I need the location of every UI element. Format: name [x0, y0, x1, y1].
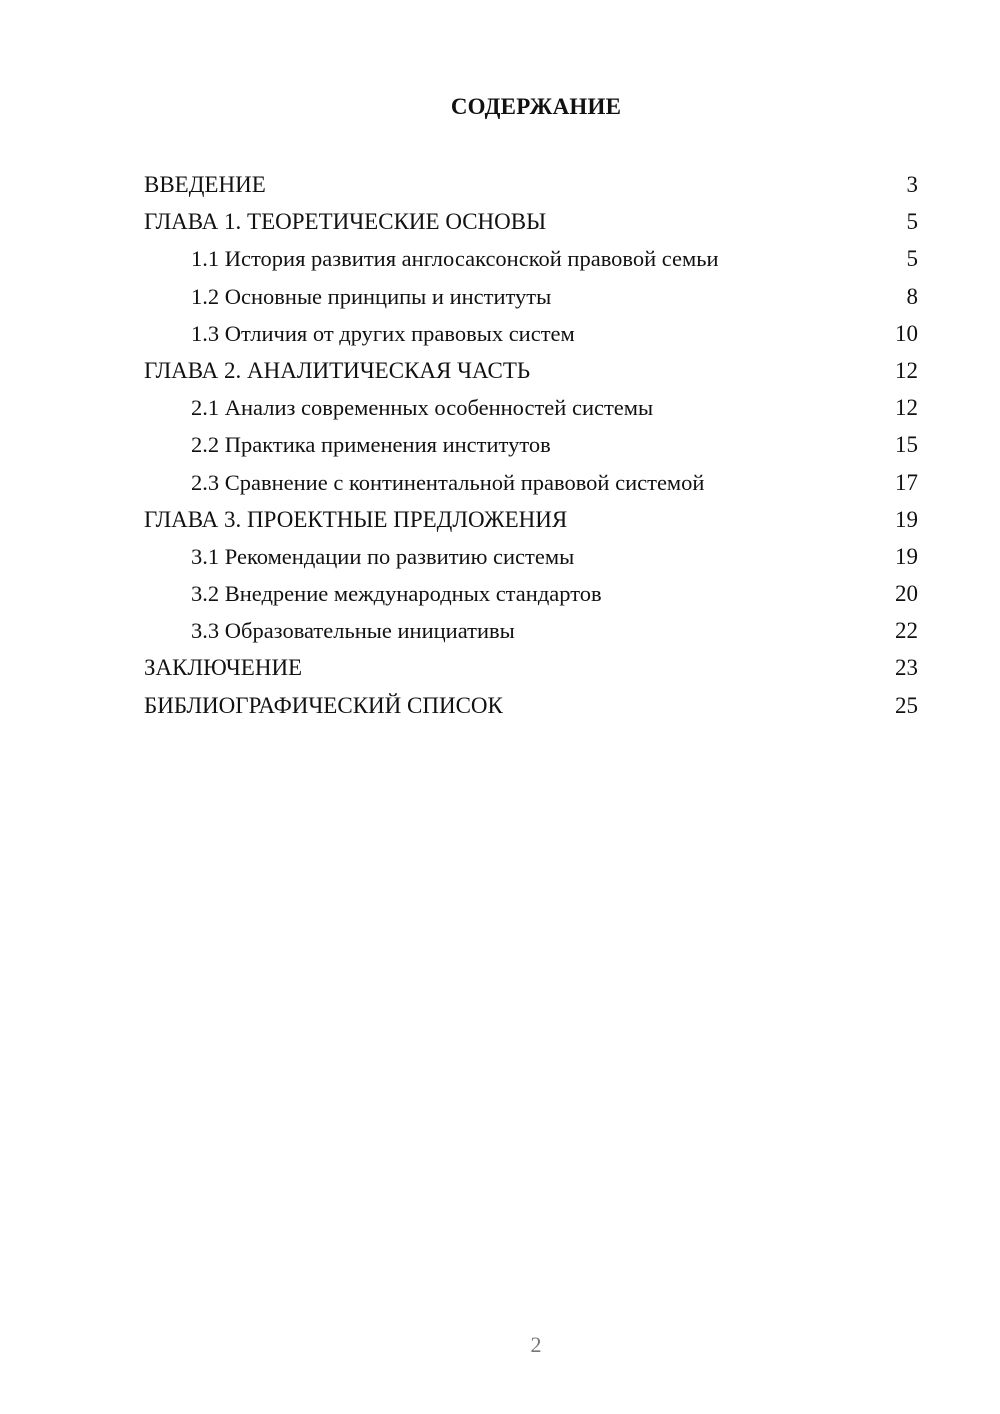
toc-entry-page: 22 [895, 618, 918, 644]
toc-entry-label: ЗАКЛЮЧЕНИЕ [144, 655, 303, 681]
toc-entry-label: ГЛАВА 3. ПРОЕКТНЫЕ ПРЕДЛОЖЕНИЯ [144, 506, 568, 532]
toc-entry-chapter-2[interactable] [144, 352, 918, 389]
toc-entry-conclusion[interactable] [144, 649, 918, 686]
toc-entry-section-1-1[interactable] [144, 240, 918, 277]
page-number: 2 [530, 1332, 542, 1357]
toc-entry-chapter-1[interactable] [144, 203, 918, 240]
toc-entry-page: 12 [895, 357, 918, 383]
toc-entry-chapter-3[interactable] [144, 501, 918, 538]
toc-entry-label: ГЛАВА 1. ТЕОРЕТИЧЕСКИЕ ОСНОВЫ [144, 209, 547, 235]
page-title: СОДЕРЖАНИЕ [450, 94, 622, 119]
toc-entry-section-3-3[interactable] [144, 612, 918, 649]
table-of-contents [144, 166, 918, 724]
toc-entry-label: 3.2 Внедрение международных стандартов [191, 581, 602, 607]
toc-entry-section-2-1[interactable] [144, 389, 918, 426]
toc-entry-bibliography[interactable] [144, 687, 918, 724]
toc-entry-label: БИБЛИОГРАФИЧЕСКИЙ СПИСОК [144, 692, 503, 718]
toc-entry-section-2-3[interactable] [144, 464, 918, 501]
toc-entry-section-2-2[interactable] [144, 426, 918, 463]
toc-entry-label: 1.2 Основные принципы и институты [191, 283, 552, 309]
toc-entry-section-1-3[interactable] [144, 315, 918, 352]
toc-entry-page: 17 [895, 469, 918, 495]
toc-entry-section-3-1[interactable] [144, 538, 918, 575]
toc-entry-page: 10 [895, 320, 918, 346]
toc-entry-label: ВВЕДЕНИЕ [144, 172, 266, 197]
toc-entry-label: 2.1 Анализ современных особенностей системы [191, 395, 654, 421]
toc-entry-page: 20 [895, 581, 918, 607]
toc-entry-page: 5 [906, 246, 918, 272]
toc-entry-page: 3 [906, 172, 918, 197]
toc-entry-introduction[interactable] [144, 166, 918, 203]
toc-entry-label: 1.1 История развития англосаксонской правовой семьи [191, 246, 719, 272]
toc-entry-section-1-2[interactable] [144, 278, 918, 315]
toc-entry-page: 19 [895, 543, 918, 569]
toc-entry-page: 23 [895, 655, 918, 681]
toc-entry-label: 3.1 Рекомендации по развитию системы [191, 543, 575, 569]
toc-entry-label: 1.3 Отличия от других правовых систем [191, 320, 575, 346]
toc-entry-label: 3.3 Образовательные инициативы [191, 618, 515, 644]
toc-entry-section-3-2[interactable] [144, 575, 918, 612]
toc-entry-page: 12 [895, 395, 918, 421]
toc-entry-page: 8 [906, 283, 918, 309]
toc-entry-label: 2.3 Сравнение с континентальной правовой системой [191, 469, 705, 495]
toc-entry-page: 19 [895, 506, 918, 532]
toc-entry-page: 25 [895, 692, 918, 718]
toc-entry-label: ГЛАВА 2. АНАЛИТИЧЕСКАЯ ЧАСТЬ [144, 357, 531, 383]
toc-entry-page: 5 [906, 209, 918, 235]
toc-entry-page: 15 [895, 432, 918, 458]
toc-entry-label: 2.2 Практика применения институтов [191, 432, 551, 458]
